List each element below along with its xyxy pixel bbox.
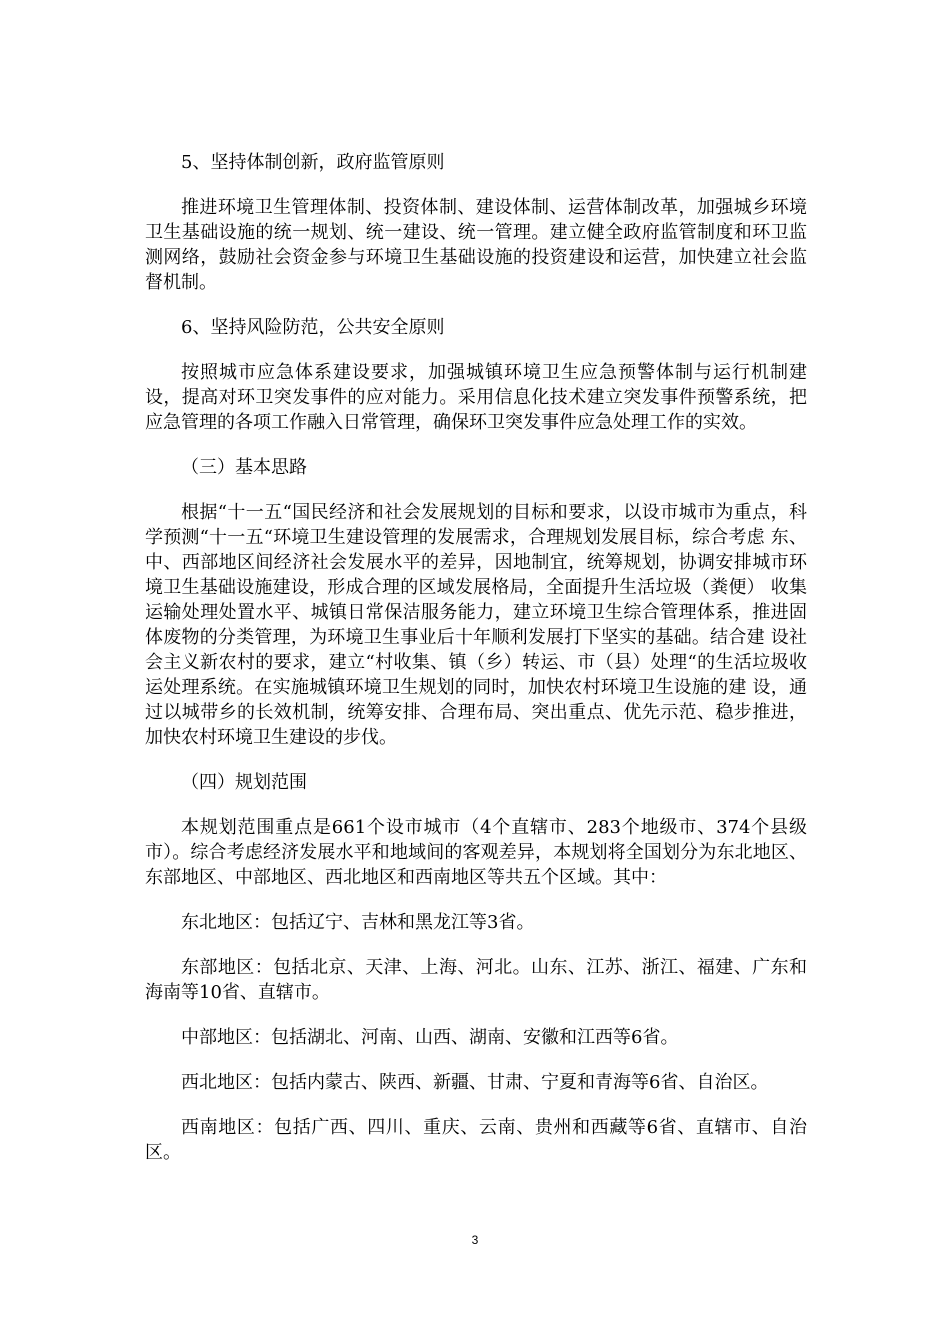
- paragraph: 按照城市应急体系建设要求，加强城镇环境卫生应急预警体制与运行机制建设，提高对环卫突发事件的应对能力。采用信息化技术建立突发事件预警系统，把应急管理的各项工作融入日常管理，确保环卫突发事件应急处理工作的实效。: [145, 362, 807, 433]
- region-item-central: 中部地区：包括湖北、河南、山西、湖南、安徽和江西等6省。: [181, 1027, 679, 1048]
- paragraph: 本规划范围重点是661个设市城市（4个直辖市、283个地级市、374个县级市）。综合考虑经济发展水平和地域间的客观差异，本规划将全国划分为东北地区、东部地区、中部地区、西北地区和西南地区等共五个区域。其中：: [145, 817, 807, 888]
- region-item-southwest: 西南地区：包括广西、四川、重庆、云南、贵州和西藏等6省、直辖市、自治区。: [145, 1117, 807, 1163]
- region-item-east: 东部地区：包括北京、天津、上海、河北。山东、江苏、浙江、福建、广东和海南等10省、直辖市。: [145, 957, 807, 1003]
- region-item-northeast: 东北地区：包括辽宁、吉林和黑龙江等3省。: [181, 912, 535, 933]
- document-body: [145, 150, 807, 1165]
- section-heading-basic-ideas: （三）基本思路: [181, 457, 307, 478]
- paragraph: 根据“十一五“国民经济和社会发展规划的目标和要求，以设市城市为重点，科学预测“十一五“环境卫生建设管理的发展需求，合理规划发展目标，综合考虑 东、中、西部地区间经济社会发展水平的差异，因地制宜，统筹规划，协调安排城市环境卫生基础设施建设，形成合理的区域发展格局，全面提升生活垃圾（粪便） 收集运输处理处置水平、城镇日常保洁服务能力，建立环境卫生综合管理体系，推进固体废物的分类管理，为环境卫生事业后十年顺利发展打下坚实的基础。结合建 设社会主义新农村的要求，建立“村收集、镇（乡）转运、市（县）处理“的生活垃圾收运处理系统。在实施城镇环境卫生规划的同时，加快农村环境卫生设施的建 设，通过以城带乡的长效机制，统筹安排、合理布局、突出重点、优先示范、稳步推进，加快农村环境卫生建设的步伐。: [145, 502, 807, 748]
- paragraph: 推进环境卫生管理体制、投资体制、建设体制、运营体制改革，加强城乡环境卫生基础设施的统一规划、统一建设、统一管理。建立健全政府监管制度和环卫监测网络，鼓励社会资金参与环境卫生基础设施的投资建设和运营，加快建立社会监督机制。: [145, 197, 807, 293]
- page-number: 3: [471, 1233, 479, 1247]
- section-heading-5: 5、坚持体制创新，政府监管原则: [181, 152, 445, 173]
- section-heading-6: 6、坚持风险防范，公共安全原则: [181, 317, 445, 338]
- region-item-northwest: 西北地区：包括内蒙古、陕西、新疆、甘肃、宁夏和青海等6省、自治区。: [181, 1072, 769, 1093]
- section-heading-scope: （四）规划范围: [181, 772, 307, 793]
